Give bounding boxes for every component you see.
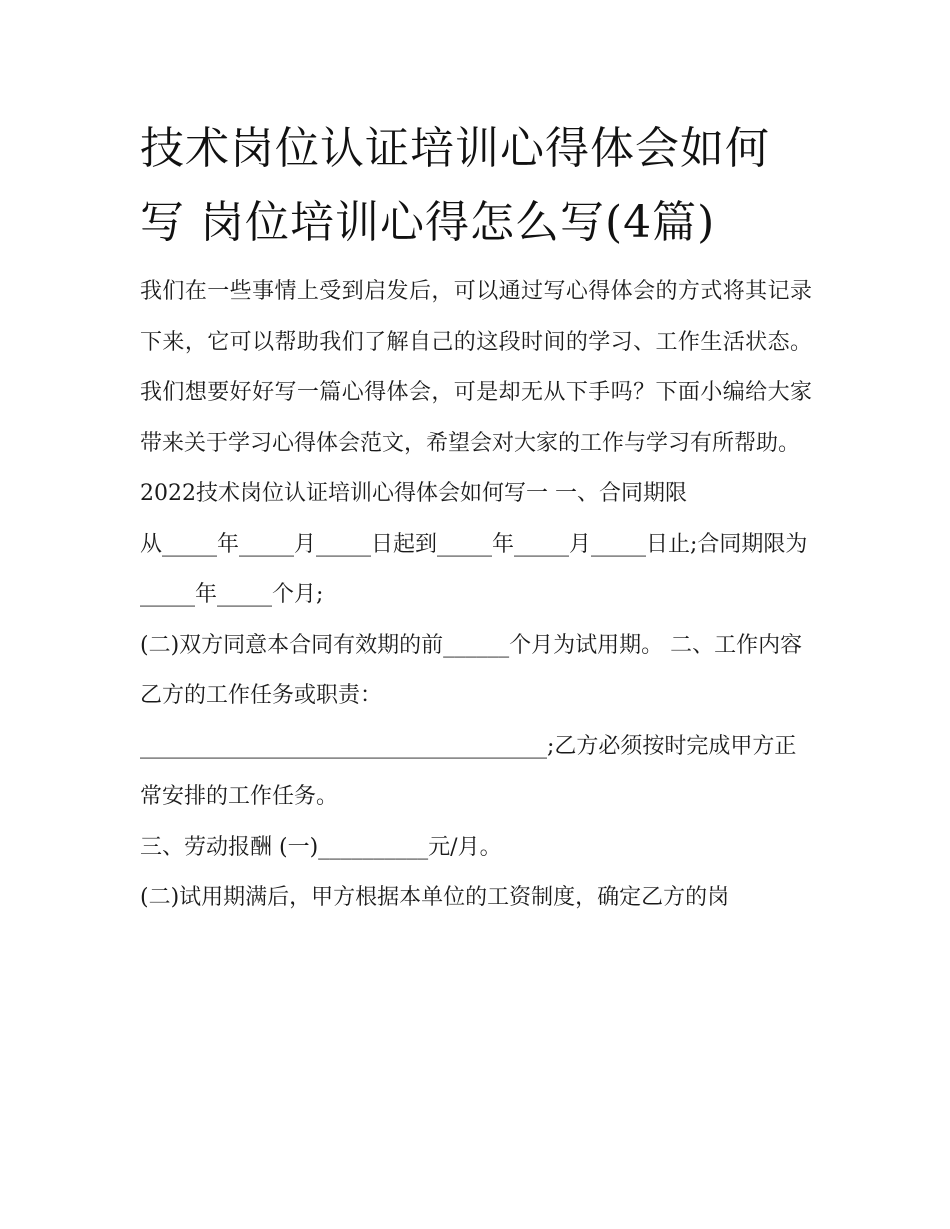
post-probation-paragraph: (二)试用期满后，甲方根据本单位的工资制度，确定乙方的岗 — [140, 885, 730, 910]
contract-heading-paragraph: 2022技术岗位认证培训心得体会如何写一 一、合同期限 — [140, 481, 687, 506]
contract-term-paragraph: 从_____年_____月_____日起到_____年_____月_____日止;合同期限为_____年_____个月; — [140, 531, 808, 607]
probation-paragraph: (二)双方同意本合同有效期的前______个月为试用期。 二、工作内容 — [140, 632, 803, 658]
duties-paragraph: _____________________________________;乙方必须按时完成甲方正常安排的工作任务。 — [140, 733, 797, 809]
salary-paragraph: 三、劳动报酬 (一)__________元/月。 — [140, 834, 502, 860]
document-body — [140, 112, 812, 924]
intro-paragraph: 我们在一些事情上受到启发后，可以通过写心得体会的方式将其记录下来，它可以帮助我们了解自己的这段时间的学习、工作生活状态。我们想要好好写一篇心得体会，可是却无从下手吗？下面小编给大家带来关于学习心得体会范文，希望会对大家的工作与学习有所帮助。 — [140, 279, 812, 456]
duties-label-paragraph: 乙方的工作任务或职责： — [140, 683, 383, 708]
document-title: 技术岗位认证培训心得体会如何写 岗位培训心得怎么写(4篇) — [140, 123, 770, 248]
